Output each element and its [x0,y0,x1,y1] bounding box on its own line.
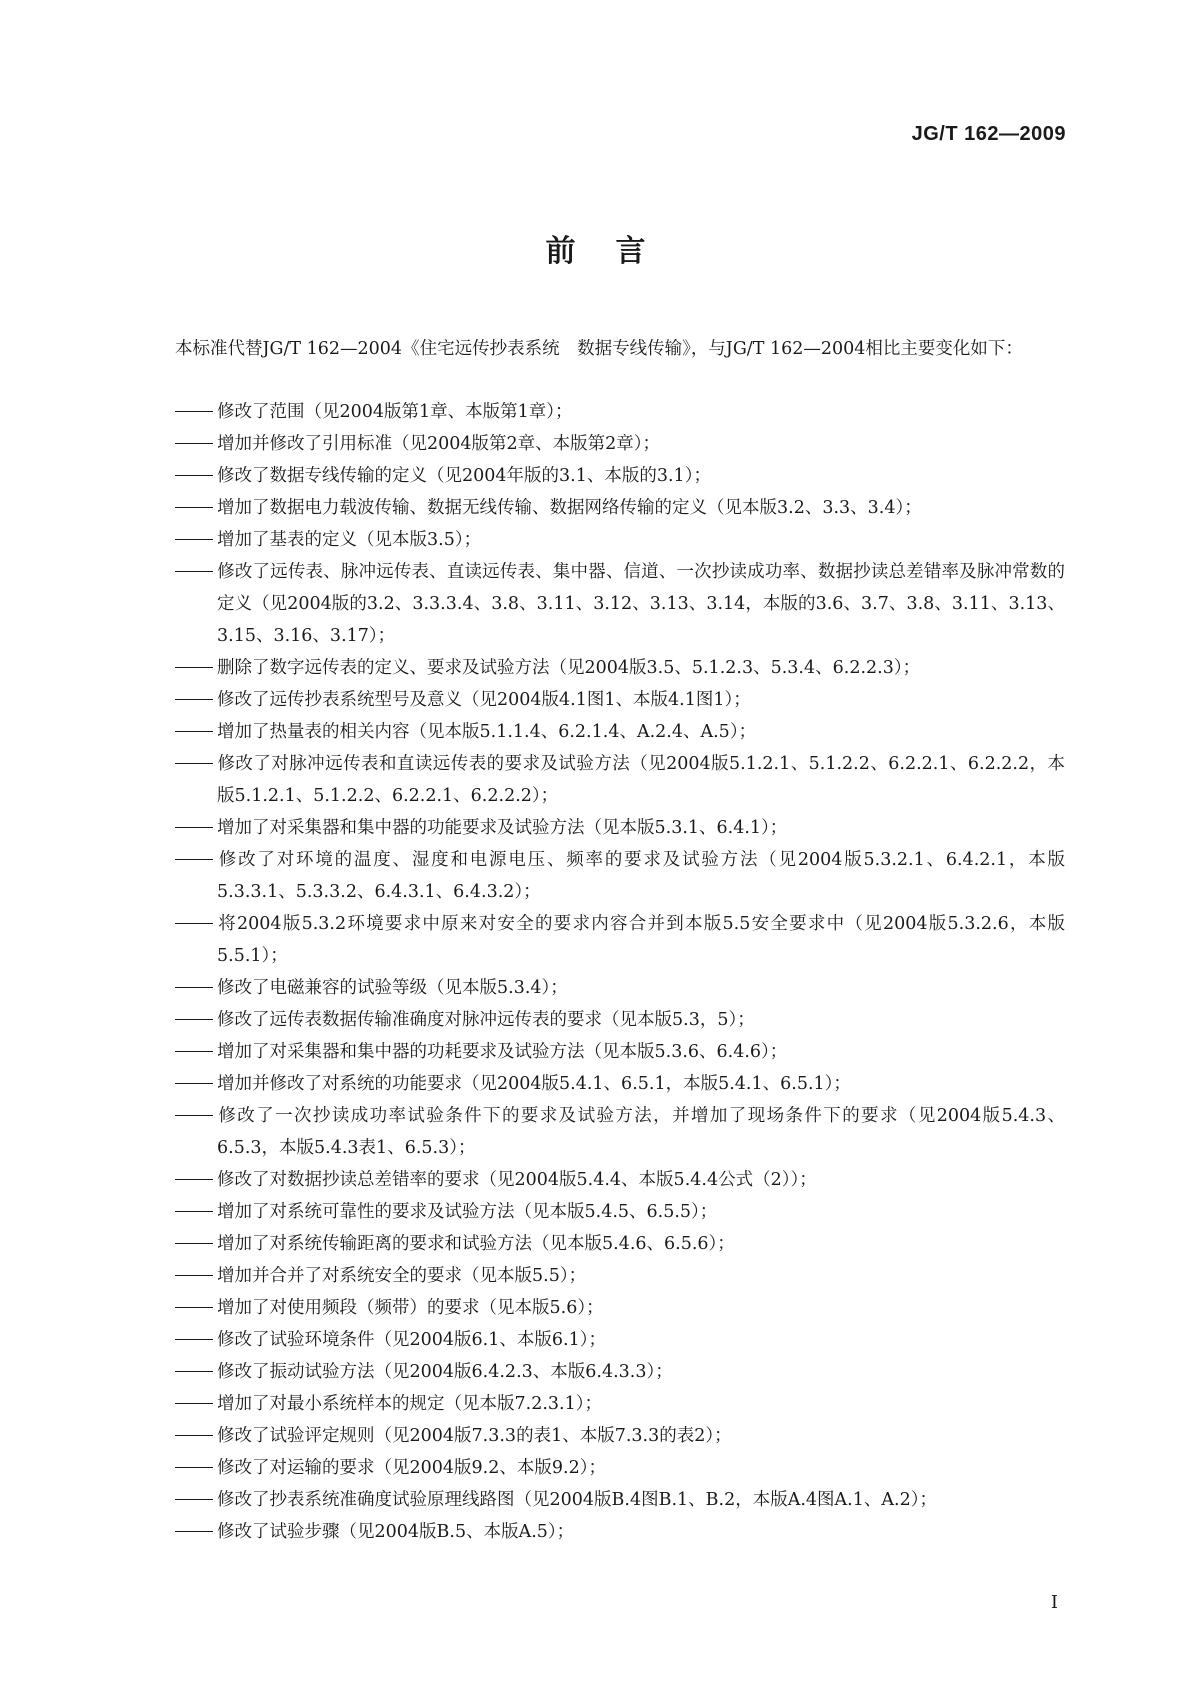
em-dash-marker [175,1516,217,1548]
intro-paragraph: 本标准代替JG/T 162—2004《住宅远传抄表系统 数据专线传输》，与JG/T 162—2004相比主要变化如下： [175,339,1023,359]
list-item-text: 增加了对系统可靠性的要求及试验方法（见本版5.4.5、6.5.5）； [217,1202,718,1222]
list-item-text: 增加了对采集器和集中器的功能要求及试验方法（见本版5.3.1、6.4.1）； [217,818,788,838]
list-item-text: 将2004版5.3.2环境要求中原来对安全的要求内容合并到本版5.5安全要求中（见2004版5.3.2.6，本版5.5.1）； [217,914,1065,966]
list-item-text: 修改了电磁兼容的试验等级（见本版5.3.4）； [217,978,568,998]
list-item [175,972,1065,1004]
em-dash-marker [175,908,217,940]
em-dash-marker [175,684,217,716]
list-item [175,1452,1065,1484]
list-item [175,908,1065,972]
list-item-text: 修改了一次抄读成功率试验条件下的要求及试验方法，并增加了现场条件下的要求（见2004版5.4.3、6.5.3，本版5.4.3表1、6.5.3）； [217,1106,1065,1158]
list-item-text: 修改了抄表系统准确度试验原理线路图（见2004版B.4图B.1、B.2，本版A.4图A.1、A.2）； [217,1490,937,1510]
em-dash-marker [175,1164,217,1196]
em-dash-marker [175,1420,217,1452]
list-item-text: 修改了范围（见2004版第1章、本版第1章）； [217,402,573,422]
em-dash-marker [175,1068,217,1100]
list-item-text: 修改了振动试验方法（见2004版6.4.2.3、本版6.4.3.3）； [217,1362,673,1382]
em-dash-marker [175,1228,217,1260]
list-item [175,1228,1065,1260]
em-dash-marker [175,1388,217,1420]
list-item [175,1388,1065,1420]
list-item [175,1356,1065,1388]
em-dash-marker [175,1324,217,1356]
list-item-text: 修改了试验步骤（见2004版B.5、本版A.5）； [217,1522,575,1542]
list-item-text: 修改了数据专线传输的定义（见2004年版的3.1、本版的3.1）； [217,466,711,486]
list-item [175,748,1065,812]
em-dash-marker [175,812,217,844]
list-item [175,428,1065,460]
list-item [175,684,1065,716]
list-item [175,460,1065,492]
list-item [175,716,1065,748]
em-dash-marker [175,1484,217,1516]
list-item [175,1420,1065,1452]
em-dash-marker [175,524,217,556]
em-dash-marker [175,1100,217,1132]
em-dash-marker [175,460,217,492]
em-dash-marker [175,652,217,684]
em-dash-marker [175,1036,217,1068]
list-item-text: 修改了对运输的要求（见2004版9.2、本版9.2）； [217,1458,606,1478]
list-item [175,1164,1065,1196]
list-item [175,812,1065,844]
em-dash-marker [175,1452,217,1484]
list-item [175,1260,1065,1292]
list-item-text: 修改了试验环境条件（见2004版6.1、本版6.1）； [217,1330,606,1350]
list-item-text: 修改了对数据抄读总差错率的要求（见2004版5.4.4、本版5.4.4公式（2））； [217,1170,817,1190]
list-item [175,556,1065,652]
em-dash-marker [175,748,217,780]
list-item [175,1004,1065,1036]
list-item-text: 修改了远传表、脉冲远传表、直读远传表、集中器、信道、一次抄读成功率、数据抄读总差错率及脉冲常数的定义（见2004版的3.2、3.3.3.4、3.8、3.11、3.12、3.13、3.14，本版的3.6、3.7、3.8、3.11、3.13、3.15、3.16、3.17）； [217,562,1065,646]
list-item [175,1068,1065,1100]
list-item-text: 增加了基表的定义（见本版3.5）； [217,530,482,550]
em-dash-marker [175,396,217,428]
em-dash-marker [175,972,217,1004]
list-item-text: 增加并修改了引用标准（见2004版第2章、本版第2章）； [217,434,661,454]
list-item [175,1484,1065,1516]
document-code: JG/T 162—2009 [911,123,1066,145]
list-item-text: 修改了对脉冲远传表和直读远传表的要求及试验方法（见2004版5.1.2.1、5.1.2.2、6.2.2.1、6.2.2.2，本版5.1.2.1、5.1.2.2、6.2.2.1、6.2.2.2）； [217,754,1065,806]
change-list [175,396,1065,1548]
list-item-text: 修改了对环境的温度、湿度和电源电压、频率的要求及试验方法（见2004版5.3.2.1、6.4.2.1，本版5.3.3.1、5.3.3.2、6.4.3.1、6.4.3.2）； [217,850,1065,902]
em-dash-marker [175,1260,217,1292]
em-dash-marker [175,556,217,588]
list-item [175,1100,1065,1164]
list-item [175,1516,1065,1548]
em-dash-marker [175,716,217,748]
list-item [175,652,1065,684]
em-dash-marker [175,492,217,524]
em-dash-marker [175,1196,217,1228]
list-item [175,1292,1065,1324]
list-item [175,844,1065,908]
page-number: I [1050,1592,1058,1613]
list-item-text: 增加了热量表的相关内容（见本版5.1.1.4、6.2.1.4、A.2.4、A.5）； [217,722,757,742]
list-item [175,524,1065,556]
list-item-text: 修改了远传表数据传输准确度对脉冲远传表的要求（见本版5.3，5）； [217,1010,755,1030]
list-item-text: 增加了对采集器和集中器的功耗要求及试验方法（见本版5.3.6、6.4.6）； [217,1042,788,1062]
list-item-text: 增加了对使用频段（频带）的要求（见本版5.6）； [217,1298,604,1318]
list-item [175,1196,1065,1228]
em-dash-marker [175,428,217,460]
list-item [175,1036,1065,1068]
page-title: 前言 [545,234,686,269]
list-item-text: 修改了远传抄表系统型号及意义（见2004版4.1图1、本版4.1图1）； [217,690,751,710]
em-dash-marker [175,1292,217,1324]
list-item [175,492,1065,524]
list-item [175,396,1065,428]
list-item [175,1324,1065,1356]
list-item-text: 增加了数据电力载波传输、数据无线传输、数据网络传输的定义（见本版3.2、3.3、3.4）； [217,498,922,518]
list-item-text: 增加并修改了对系统的功能要求（见2004版5.4.1、6.5.1，本版5.4.1、6.5.1）； [217,1074,851,1094]
list-item-text: 修改了试验评定规则（见2004版7.3.3的表1、本版7.3.3的表2）； [217,1426,732,1446]
list-item-text: 增加了对最小系统样本的规定（见本版7.2.3.1）； [217,1394,602,1414]
em-dash-marker [175,1356,217,1388]
list-item-text: 增加并合并了对系统安全的要求（见本版5.5）； [217,1266,587,1286]
list-item-text: 删除了数字远传表的定义、要求及试验方法（见2004版3.5、5.1.2.3、5.3.4、6.2.2.3）； [217,658,921,678]
em-dash-marker [175,844,217,876]
list-item-text: 增加了对系统传输距离的要求和试验方法（见本版5.4.6、6.5.6）； [217,1234,735,1254]
em-dash-marker [175,1004,217,1036]
